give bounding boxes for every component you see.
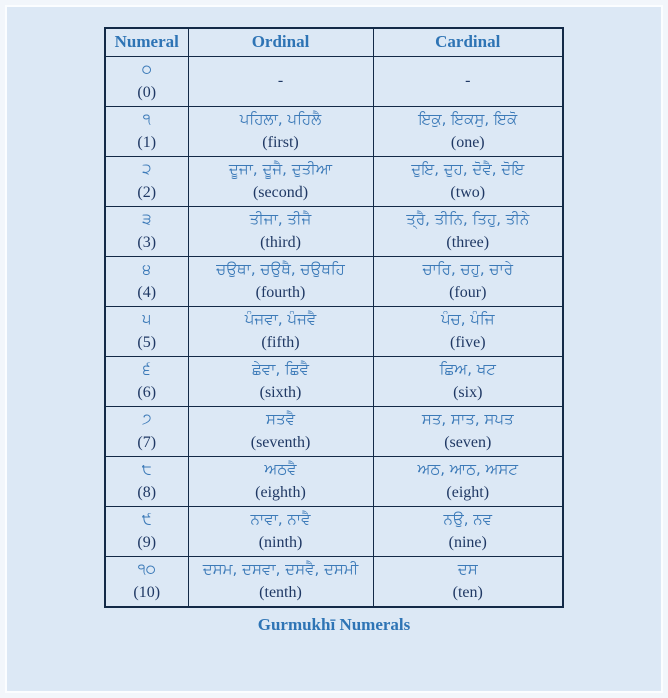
cardinal-gurmukhi: ਅਠ, ਆਠ, ਅਸਟ <box>417 459 518 478</box>
arabic-numeral: (3) <box>137 233 157 251</box>
ordinal-english: (second) <box>252 183 309 201</box>
gurmukhi-numeral: ੫ <box>142 309 152 328</box>
gurmukhi-numeral: ੨ <box>142 159 152 178</box>
ordinal-cell <box>188 106 373 156</box>
numeral-cell <box>105 556 188 607</box>
gurmukhi-numeral: ੭ <box>141 409 152 428</box>
cardinal-cell <box>373 356 563 406</box>
table-row <box>105 356 563 406</box>
cardinal-english: (six) <box>453 383 483 401</box>
ordinal-gurmukhi: ਚਉਥਾ, ਚਉਥੈ, ਚਉਥਹਿ <box>216 259 345 278</box>
gurmukhi-numeral: ੦ <box>141 59 152 78</box>
table-row <box>105 156 563 206</box>
table-row <box>105 306 563 356</box>
cardinal-english: (ten) <box>452 583 483 601</box>
arabic-numeral: (6) <box>137 383 157 401</box>
ordinal-english: (first) <box>262 133 299 151</box>
gurmukhi-numeral: ੯ <box>141 509 152 528</box>
numeral-cell <box>105 256 188 306</box>
ordinal-english: (ninth) <box>258 533 303 551</box>
cardinal-gurmukhi: ਦਸ <box>457 559 478 578</box>
cardinal-english: (four) <box>449 283 487 301</box>
numeral-cell <box>105 456 188 506</box>
header-row <box>105 28 563 56</box>
arabic-numeral: (4) <box>137 283 157 301</box>
cardinal-gurmukhi: ਸਤ, ਸਾਤ, ਸਪਤ <box>421 409 514 428</box>
table-row <box>105 56 563 106</box>
cardinal-english: (one) <box>450 133 485 151</box>
cardinal-gurmukhi: ਪੰਚ, ਪੰਜਿ <box>440 309 495 328</box>
ordinal-gurmukhi: ਛੇਵਾ, ਛਿਵੈ <box>251 359 310 378</box>
ordinal-cell <box>188 556 373 607</box>
ordinal-cell <box>188 156 373 206</box>
cardinal-cell <box>373 306 563 356</box>
ordinal-english: (eighth) <box>255 483 306 501</box>
numeral-cell <box>105 306 188 356</box>
gurmukhi-numeral: ੧ <box>142 109 151 128</box>
ordinal-english: (third) <box>260 233 301 251</box>
cardinal-english: (five) <box>449 333 486 351</box>
numeral-cell <box>105 106 188 156</box>
arabic-numeral: (7) <box>137 433 157 451</box>
ordinal-gurmukhi: ਸਤਵੈ <box>266 409 295 428</box>
ordinal-english: (seventh) <box>250 433 311 451</box>
numerals-table <box>104 27 564 608</box>
table-row <box>105 106 563 156</box>
table-row <box>105 406 563 456</box>
arabic-numeral: (2) <box>137 183 157 201</box>
cardinal-cell <box>373 106 563 156</box>
col-header-numeral: Numeral <box>105 28 188 56</box>
cardinal-english: (two) <box>450 183 486 201</box>
ordinal-gurmukhi: ਅਠਵੈ <box>264 459 297 478</box>
numeral-cell <box>105 156 188 206</box>
table-row <box>105 256 563 306</box>
ordinal-english: (fifth) <box>261 333 300 351</box>
arabic-numeral: (8) <box>137 483 157 501</box>
cardinal-cell <box>373 406 563 456</box>
table-row <box>105 206 563 256</box>
arabic-numeral: (0) <box>137 83 157 101</box>
cardinal-cell <box>373 156 563 206</box>
arabic-numeral: (10) <box>133 583 161 601</box>
ordinal-gurmukhi: ਤੀਜਾ, ਤੀਜੈ <box>249 209 312 228</box>
cardinal-gurmukhi: ਚਾਰਿ, ਚਹੁ, ਚਾਰੇ <box>422 259 514 278</box>
numeral-cell <box>105 506 188 556</box>
numeral-cell <box>105 406 188 456</box>
arabic-numeral: (9) <box>137 533 157 551</box>
ordinal-gurmukhi: ਪੰਜਵਾ, ਪੰਜਵੈ <box>244 309 317 328</box>
cardinal-english: (nine) <box>448 533 487 551</box>
gurmukhi-numeral: ੬ <box>142 359 151 378</box>
gurmukhi-numeral: ੪ <box>142 259 152 278</box>
cardinal-gurmukhi: ਛਿਅ, ਖਟ <box>439 359 496 378</box>
ordinal-gurmukhi: ਦਸਮ, ਦਸਵਾ, ਦਸਵੈ, ਦਸਮੀ <box>202 559 359 578</box>
ordinal-cell: - <box>188 56 373 106</box>
cardinal-gurmukhi: ਤ੍ਰੈ, ਤੀਨਿ, ਤਿਹੁ, ਤੀਨੇ <box>406 209 530 228</box>
cardinal-cell <box>373 206 563 256</box>
cardinal-english: (three) <box>446 233 490 251</box>
cardinal-gurmukhi: ਇਕੁ, ਇਕਸੁ, ਇਕੋ <box>418 109 518 128</box>
cardinal-gurmukhi: ਨਉ, ਨਵ <box>443 509 493 528</box>
ordinal-gurmukhi: ਦੂਜਾ, ਦੂਜੈ, ਦੁਤੀਆ <box>228 159 333 178</box>
ordinal-cell <box>188 306 373 356</box>
col-header-ordinal: Ordinal <box>188 28 373 56</box>
cardinal-cell: - <box>373 56 563 106</box>
ordinal-cell <box>188 356 373 406</box>
ordinal-cell <box>188 456 373 506</box>
ordinal-english: (tenth) <box>259 583 302 601</box>
arabic-numeral: (1) <box>137 133 157 151</box>
numeral-cell <box>105 56 188 106</box>
ordinal-english: (fourth) <box>255 283 306 301</box>
gurmukhi-numeral: ੩ <box>142 209 152 228</box>
gurmukhi-numeral: ੧੦ <box>137 559 156 578</box>
col-header-cardinal: Cardinal <box>373 28 563 56</box>
ordinal-cell <box>188 406 373 456</box>
gurmukhi-numeral: ੮ <box>141 459 152 478</box>
cardinal-english: (eight) <box>446 483 490 501</box>
cardinal-cell <box>373 506 563 556</box>
ordinal-cell <box>188 206 373 256</box>
numeral-cell <box>105 206 188 256</box>
cardinal-gurmukhi: ਦੁਇ, ਦੁਹ, ਦੋਵੈ, ਦੋਇ <box>411 159 525 178</box>
cardinal-cell <box>373 456 563 506</box>
numeral-cell <box>105 356 188 406</box>
table-row <box>105 506 563 556</box>
table-row <box>105 456 563 506</box>
ordinal-english: (sixth) <box>259 383 302 401</box>
arabic-numeral: (5) <box>137 333 157 351</box>
content-panel <box>5 5 663 693</box>
cardinal-english: (seven) <box>444 433 492 451</box>
ordinal-gurmukhi: ਨਾਵਾ, ਨਾਵੈ <box>250 509 311 528</box>
table-row <box>105 556 563 607</box>
ordinal-cell <box>188 506 373 556</box>
ordinal-gurmukhi: ਪਹਿਲਾ, ਪਹਿਲੈ <box>239 109 322 128</box>
ordinal-cell <box>188 256 373 306</box>
cardinal-cell <box>373 556 563 607</box>
table-caption: Gurmukhī Numerals <box>257 614 411 634</box>
cardinal-cell <box>373 256 563 306</box>
